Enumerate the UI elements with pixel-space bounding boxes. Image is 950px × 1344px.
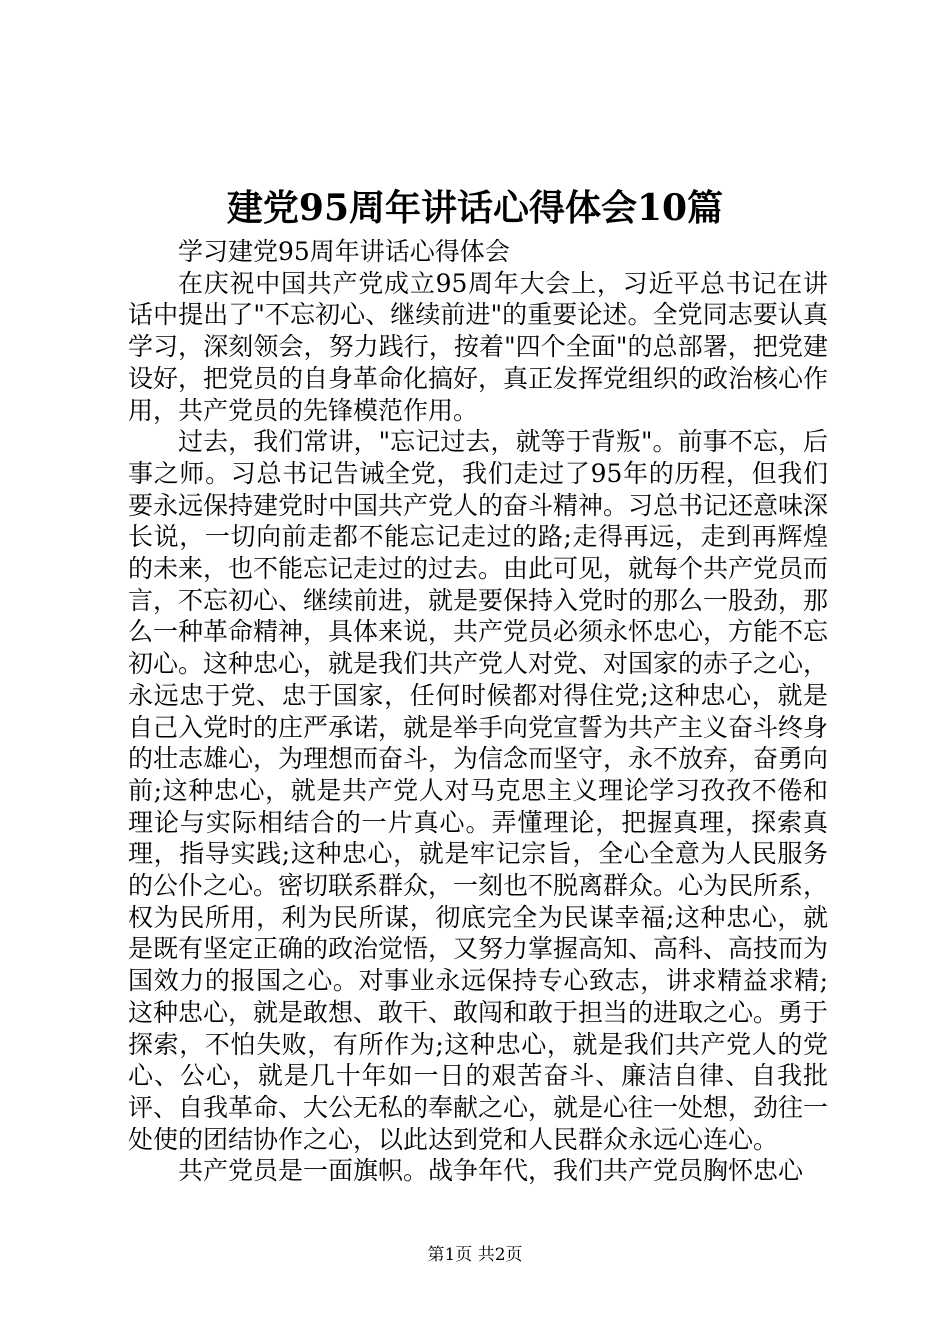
document-subtitle: 学习建党95周年讲话心得体会 bbox=[178, 237, 510, 266]
paragraph-2: 过去，我们常讲，"忘记过去，就等于背叛"。前事不忘，后事之师。习总书记告诫全党，我们走过了95年的历程，但我们要永远保持建党时中国共产党人的奋斗精神。习总书记还意味深长说，一切向前走都不能忘记走过的路;走得再远，走到再辉煌的未来，也不能忘记走过的过去。由此可见，就每个共产党员而言，不忘初心、继续前进，就是要保持入党时的那么一股劲，那么一种革命精神，具体来说，共产党员必须永怀忠心，方能不忘初心。这种忠心，就是我们共产党人对党、对国家的赤子之心，永远忠于党、忠于国家，任何时候都对得住党;这种忠心，就是自己入党时的庄严承诺，就是举手向党宣誓为共产主义奋斗终身的壮志雄心，为理想而奋斗，为信念而坚守，永不放弃，奋勇向前;这种忠心，就是共产党人对马克思主义理论学习孜孜不倦和理论与实际相结合的一片真心。弄懂理论，把握真理，探索真理，指导实践;这种忠心，就是牢记宗旨，全心全意为人民服务的公仆之心。密切联系群众，一刻也不脱离群众。心为民所系，权为民所用，利为民所谋，彻底完全为民谋幸福;这种忠心，就是既有坚定正确的政治觉悟，又努力掌握高知、高科、高技而为国效力的报国之心。对事业永远保持专心致志，讲求精益求精;这种忠心，就是敢想、敢干、敢闯和敢于担当的进取之心。勇于探索，不怕失败，有所作为;这种忠心，就是我们共产党人的党心、公心，就是几十年如一日的艰苦奋斗、廉洁自律、自我批评、自我革命、大公无私的奉献之心，就是心往一处想，劲往一处使的团结协作之心，以此达到党和人民群众永远心连心。 bbox=[128, 427, 829, 1154]
document-body bbox=[128, 236, 828, 1187]
paragraph-1: 在庆祝中国共产党成立95周年大会上，习近平总书记在讲话中提出了"不忘初心、继续前进"的重要论述。全党同志要认真学习，深刻领会，努力践行，按着"四个全面"的总部署，把党建设好，把党员的自身革命化搞好，真正发挥党组织的政治核心作用，共产党员的先锋模范作用。 bbox=[128, 268, 829, 425]
page-number-footer: 第1页 共2页 bbox=[427, 1245, 523, 1265]
paragraph-3: 共产党员是一面旗帜。战争年代，我们共产党员胸怀忠心 bbox=[178, 1156, 804, 1186]
document-title: 建党95周年讲话心得体会10篇 bbox=[226, 187, 724, 229]
